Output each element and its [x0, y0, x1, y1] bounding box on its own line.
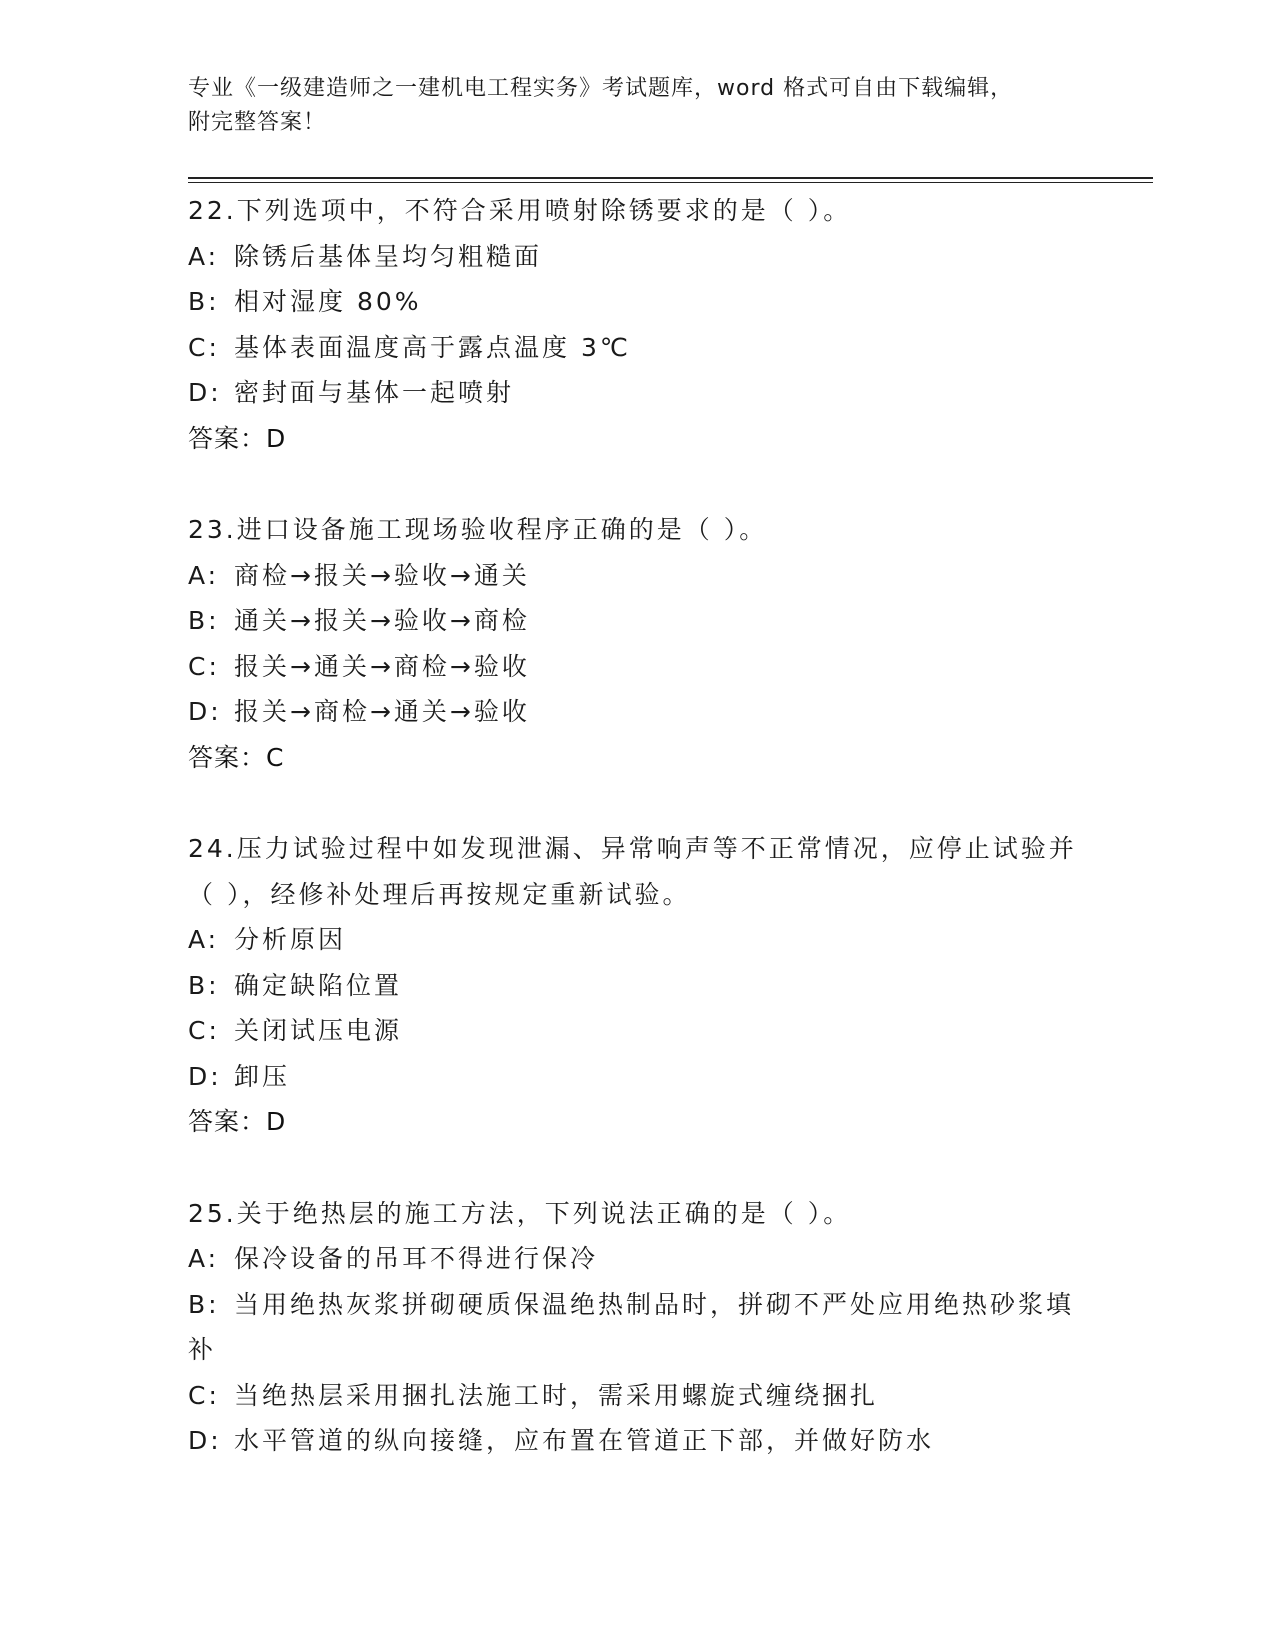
- option-c: [188, 1373, 1088, 1419]
- option-d: [188, 370, 1088, 416]
- option-b: [188, 1282, 1088, 1373]
- question-list: [188, 188, 1088, 1510]
- question-text: 23.进口设备施工现场验收程序正确的是（ ）。: [188, 515, 768, 544]
- option-key: D:: [188, 378, 222, 407]
- option-d: [188, 689, 1088, 735]
- option-key: C:: [188, 1016, 220, 1045]
- option-text: 关闭试压电源: [234, 1016, 403, 1045]
- option-key: D:: [188, 1426, 222, 1455]
- option-text: 当绝热层采用捆扎法施工时，需采用螺旋式缠绕捆扎: [234, 1380, 879, 1410]
- option-text: 保冷设备的吊耳不得进行保冷: [234, 1244, 599, 1273]
- option-a: [188, 917, 1088, 963]
- option-key: A:: [188, 1244, 220, 1273]
- option-text: 当用绝热灰浆拼砌硬质保温绝热制品时，拼砌不严处应用绝热砂浆填补: [188, 1289, 1075, 1364]
- question-25: [188, 1191, 1088, 1464]
- option-text: 相对湿度 80%: [234, 287, 422, 316]
- option-key: A:: [188, 560, 220, 590]
- option-text: 密封面与基体一起喷射: [234, 378, 515, 407]
- header-line-1: 专业《一级建造师之一建机电工程实务》考试题库，word 格式可自由下载编辑，: [188, 76, 1014, 101]
- option-text: 通关→报关→验收→商检: [234, 606, 530, 635]
- question-23: [188, 507, 1088, 780]
- option-key: C:: [188, 651, 220, 681]
- question-text: 24.压力试验过程中如发现泄漏、异常响声等不正常情况，应停止试验并（ ），经修补处理后再按规定重新试验。: [188, 834, 1077, 909]
- option-key: D:: [188, 1061, 222, 1091]
- header-line-2: 附完整答案！: [188, 110, 327, 135]
- option-key: B:: [188, 606, 220, 635]
- header-rule-thin: [188, 182, 1153, 183]
- option-d: [188, 1418, 1088, 1464]
- option-text: 水平管道的纵向接缝，应布置在管道正下部，并做好防水: [234, 1426, 935, 1455]
- option-c: [188, 644, 1088, 690]
- option-key: A:: [188, 925, 220, 954]
- answer: 答案：C: [188, 742, 285, 772]
- option-d: [188, 1054, 1088, 1100]
- option-text: 基体表面温度高于露点温度 3℃: [234, 332, 631, 362]
- option-b: [188, 279, 1088, 325]
- option-key: D:: [188, 697, 222, 726]
- option-a: [188, 234, 1088, 280]
- option-text: 卸压: [234, 1061, 291, 1091]
- option-c: [188, 325, 1088, 371]
- option-text: 商检→报关→验收→通关: [234, 560, 530, 590]
- option-text: 除锈后基体呈均匀粗糙面: [234, 241, 543, 271]
- option-key: B:: [188, 1289, 220, 1319]
- answer: 答案：D: [188, 423, 287, 453]
- option-b: [188, 963, 1088, 1009]
- option-key: B:: [188, 970, 220, 1000]
- option-text: 报关→通关→商检→验收: [234, 651, 530, 681]
- answer: 答案：D: [188, 1107, 287, 1136]
- option-a: [188, 553, 1088, 599]
- option-a: [188, 1236, 1088, 1282]
- option-key: B:: [188, 287, 220, 316]
- question-text: 22.下列选项中，不符合采用喷射除锈要求的是（ ）。: [188, 196, 852, 225]
- option-c: [188, 1008, 1088, 1054]
- option-text: 分析原因: [234, 925, 347, 954]
- option-key: A:: [188, 241, 220, 271]
- page-header: [188, 72, 1088, 140]
- question-22: [188, 188, 1088, 461]
- question-24: [188, 826, 1088, 1145]
- option-key: C:: [188, 332, 220, 362]
- option-text: 报关→商检→通关→验收: [234, 697, 530, 726]
- header-rule-thick: [188, 177, 1153, 179]
- question-text: 25.关于绝热层的施工方法，下列说法正确的是（ ）。: [188, 1198, 852, 1228]
- option-text: 确定缺陷位置: [234, 970, 403, 1000]
- option-b: [188, 598, 1088, 644]
- option-key: C:: [188, 1380, 220, 1410]
